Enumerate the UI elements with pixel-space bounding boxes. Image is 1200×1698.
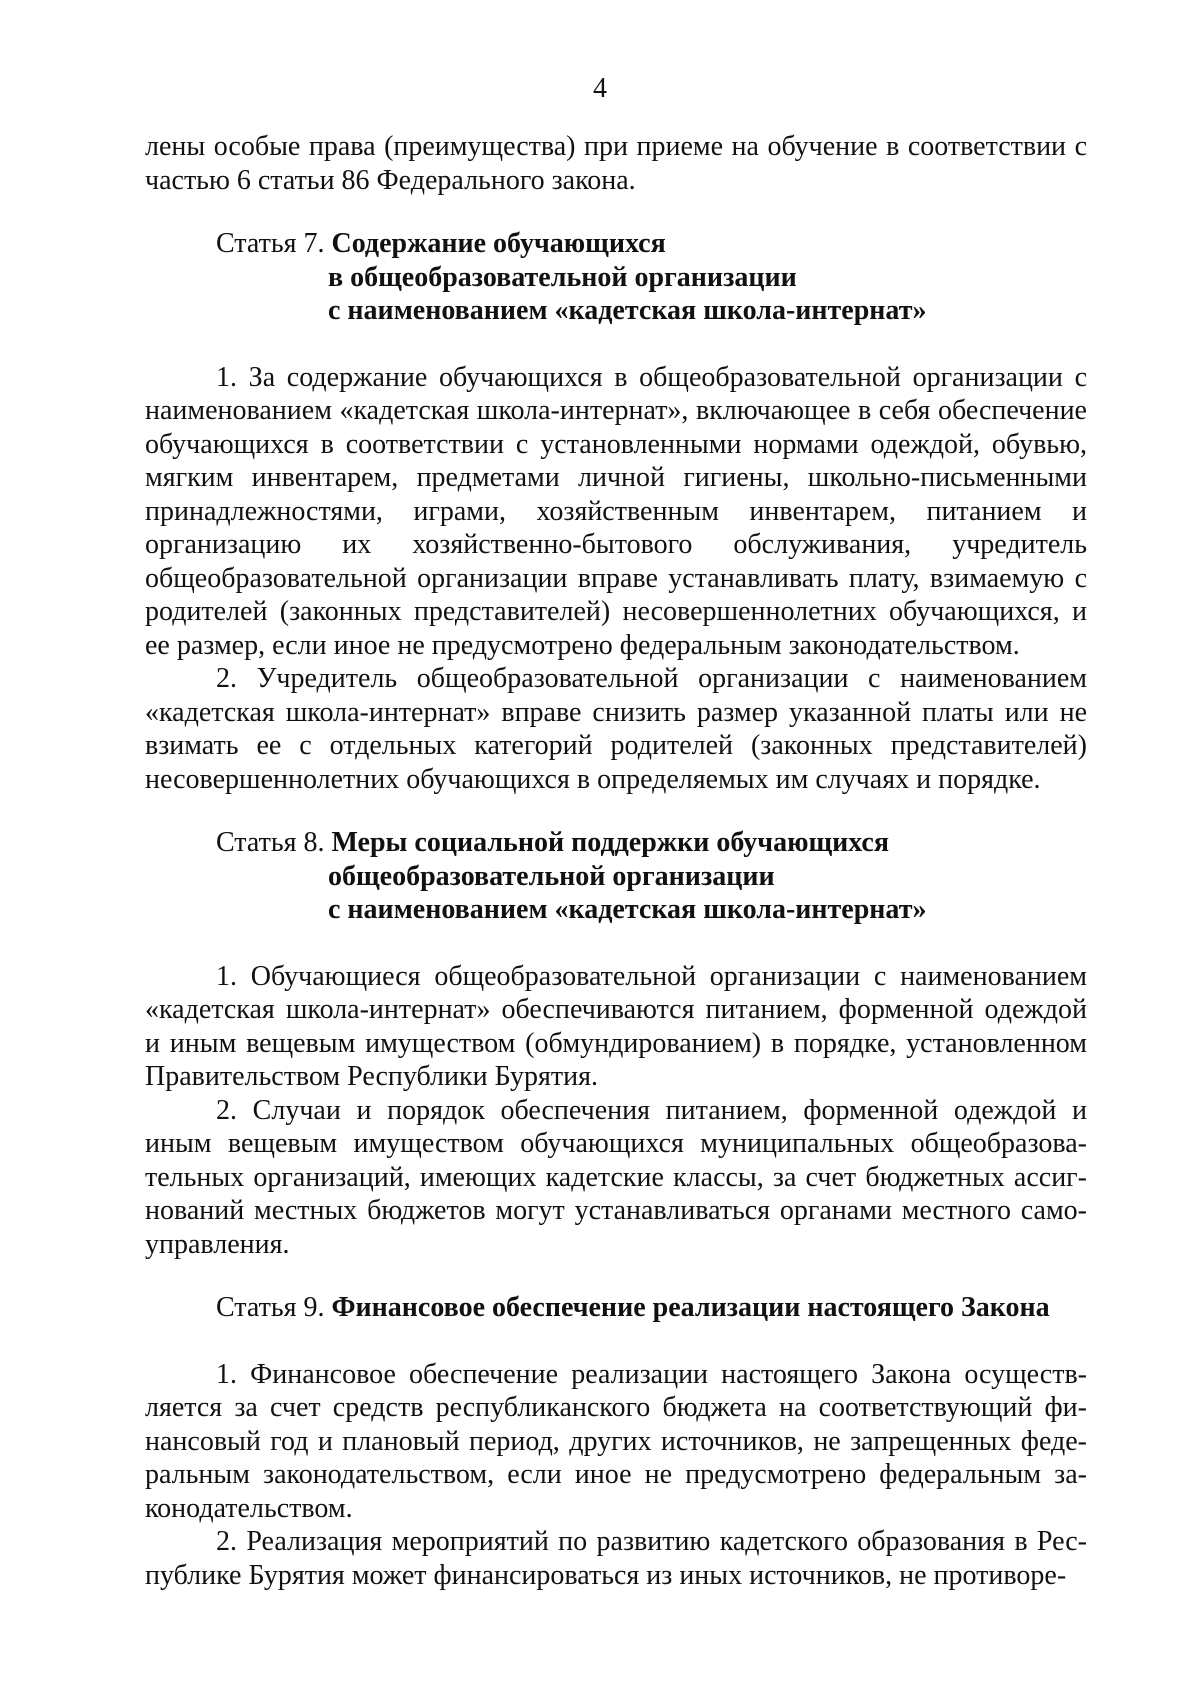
article-label: Статья 7.	[216, 228, 325, 259]
article-title: Содержание обучающихся	[331, 228, 666, 259]
article-label: Статья 8.	[216, 827, 325, 858]
article-7-paragraph-1: 1. За содержание обучающихся в общеобразовательной организации с наименованием «кадетская школа-интернат», включающее в себя обеспечение обучающихся в соответствии с установленными нормами одеждой, обувью, мягким инвентарем, предметами личной гигиены, школьно-письменными принадлежностями, играми, хозяйственным инвентарем, питанием и организацию их хозяйственно-бытового обслуживания, учредитель общеобразовательной организации вправе устанавливать плату, взимаемую с родителей (законных представителей) несовершеннолетних обучающихся, и ее размер, если иное не предусмотрено федеральным законодательством.	[145, 361, 1087, 661]
article-7-heading-line-1	[216, 227, 1087, 261]
article-9-paragraph-2: 2. Реализация мероприятий по развитию кадетского образования в Республике Бурятия может финансироваться из иных источников, не противоре-	[145, 1526, 1087, 1591]
article-9-heading-line-1	[216, 1291, 1087, 1325]
article-title: Финансовое обеспечение реализации настоящего Закона	[331, 1292, 1050, 1323]
article-7-paragraph-2: 2. Учредитель общеобразовательной организации с наименованием «кадетская школа-интернат» вправе снизить размер указанной платы или не взимать ее с отдельных категорий родителей (законных представителей) несовершеннолетних обучающихся в определяемых им случаях и порядке.	[145, 663, 1087, 795]
article-7-heading	[216, 227, 1087, 328]
article-label: Статья 9.	[216, 1292, 325, 1323]
document-body	[145, 130, 1087, 1592]
article-8-heading-line-3: с наименованием «кадетская школа-интернат»	[328, 894, 927, 925]
page-number: 4	[593, 73, 607, 104]
article-8-paragraph-2: 2. Случаи и порядок обеспечения питанием, форменной одеждой и иным вещевым имуществом обучающихся муниципальных общеобразовательных организаций, имеющих кадетские классы, за счет бюджетных ассигнований местных бюджетов могут устанавливаться органами местного самоуправления.	[145, 1094, 1087, 1260]
article-8-paragraph-1: 1. Обучающиеся общеобразовательной организации с наименованием «кадетская школа-интернат» обеспечиваются питанием, форменной одеждой и иным вещевым имуществом (обмундированием) в порядке, установленном Правительством Республики Бурятия.	[145, 960, 1087, 1092]
article-7-heading-line-3: с наименованием «кадетская школа-интернат»	[328, 295, 927, 326]
continuation-paragraph: лены особые права (преимущества) при приеме на обучение в соответствии с частью 6 статьи 86 Федерального закона.	[145, 131, 1087, 196]
article-8-heading	[216, 826, 1087, 927]
article-9-paragraph-1: 1. Финансовое обеспечение реализации настоящего Закона осуществляется за счет средств республиканского бюджета на соответствующий финансовый год и плановый период, других источников, не запрещенных федеральным законодательством, если иное не предусмотрено федеральным законодательством.	[145, 1358, 1087, 1524]
article-9-heading	[216, 1291, 1087, 1325]
article-8-heading-line-2: общеобразовательной организации	[328, 860, 775, 892]
article-8-heading-line-1	[216, 826, 1087, 860]
article-7-heading-line-2: в общеобразовательной организации	[328, 261, 797, 293]
article-title: Меры социальной поддержки обучающихся	[331, 827, 890, 858]
